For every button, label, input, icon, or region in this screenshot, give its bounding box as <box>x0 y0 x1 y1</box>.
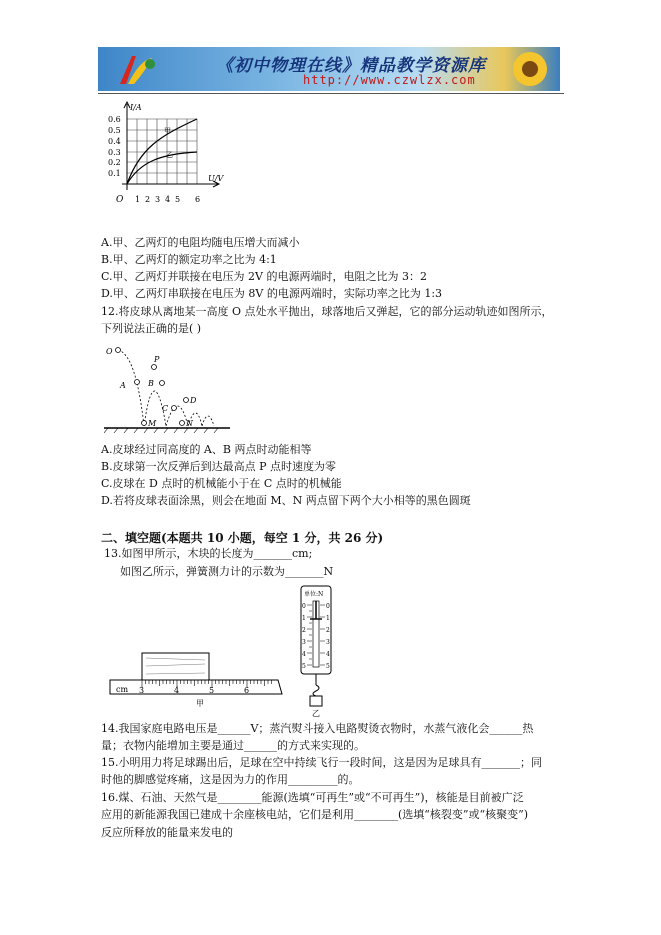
iu-graph-ytick: 0.4 <box>108 137 121 146</box>
spring-scale-figure <box>296 585 340 717</box>
point-label-c: C <box>162 404 169 413</box>
q16-line-1: 16.煤、石油、天然气是________能源(选填“可再生”或“不可再生”)，核能是目前被广泛 <box>101 791 524 804</box>
curve-label-a: 甲 <box>164 127 171 135</box>
q11-option-b: B.甲、乙两灯的额定功率之比为 4:1 <box>101 253 277 266</box>
iu-graph-xtick: 1 <box>135 195 141 204</box>
banner-title: 《初中物理在线》精品教学资源库 <box>216 56 486 76</box>
scale-unit-label: 单位:N <box>304 591 324 598</box>
ruler-number: 4 <box>174 686 180 695</box>
q15-line-1: 15.小明用力将足球踢出后，足球在空中持续飞行一段时间，这是因为足球具有_______；同 <box>101 756 542 769</box>
iu-graph-xtick: 5 <box>175 195 181 204</box>
q12-option-c: C.皮球在 D 点时的机械能小于在 C 点时的机械能 <box>101 477 342 490</box>
q12-option-a: A.皮球经过同高度的 A、B 两点时动能相等 <box>101 443 312 456</box>
point-label-m: M <box>148 419 157 428</box>
iu-graph-ytick: 0.6 <box>108 115 121 124</box>
point-label-p: P <box>154 355 160 364</box>
scale-number: 2 <box>326 627 330 634</box>
scale-number: 1 <box>302 615 306 622</box>
iu-graph-ytick: 0.1 <box>108 169 121 178</box>
iu-graph-xtick: 2 <box>145 195 151 204</box>
q14-line-1: 14.我国家庭电路电压是______V；蒸汽熨斗接入电路熨烫衣物时，水蒸气液化会______热 <box>101 722 534 735</box>
ruler-number: 5 <box>209 686 215 695</box>
q13-line-2: 如图乙所示，弹簧测力计的示数为_______N <box>120 565 334 578</box>
scale-number: 0 <box>302 603 306 610</box>
q11-option-c: C.甲、乙两灯并联接在电压为 2V 的电源两端时，电阻之比为 3：2 <box>101 270 427 283</box>
ruler-figure <box>108 648 288 710</box>
iu-graph-ylabel: I/A <box>130 103 142 112</box>
q16-line-3: 反应所释放的能量来发电的 <box>101 826 233 839</box>
q12-option-b: B.皮球第一次反弹后到达最高点 P 点时速度为零 <box>101 460 336 473</box>
iu-graph-xtick: 3 <box>155 195 161 204</box>
iu-graph-ytick: 0.3 <box>108 148 121 157</box>
sunflower-icon <box>500 47 560 91</box>
point-label-o: O <box>106 347 113 356</box>
scale-number: 5 <box>326 663 330 670</box>
q12-option-d: D.若将皮球表面涂黑，则会在地面 M、N 两点留下两个大小相等的黑色圆斑 <box>101 494 471 507</box>
q14-line-2: 量；衣物内能增加主要是通过______的方式来实现的。 <box>101 739 365 752</box>
scale-number: 0 <box>326 603 330 610</box>
point-label-d: D <box>190 396 197 405</box>
q11-option-a: A.甲、乙两灯的电阻均随电压增大而减小 <box>101 236 300 249</box>
scale-number: 3 <box>326 639 330 646</box>
q16-line-2: 应用的新能源我国已建成十余座核电站，它们是利用________(选填“核裂变”或“核聚变”) <box>101 808 529 821</box>
ruler-caption: 甲 <box>196 699 204 708</box>
scale-number: 4 <box>302 651 306 658</box>
scale-number: 2 <box>302 627 306 634</box>
ruler-number: 6 <box>244 686 250 695</box>
point-label-n: N <box>186 419 193 428</box>
ruler-number: 3 <box>139 686 145 695</box>
ball-trajectory-figure <box>104 342 230 434</box>
iu-graph-xtick: 6 <box>195 195 201 204</box>
iu-graph-ytick: 0.2 <box>108 158 121 167</box>
iu-graph-origin: O <box>116 195 124 205</box>
curve-label-b: 乙 <box>166 151 173 159</box>
scale-number: 3 <box>302 639 306 646</box>
q12-stem: 12.将皮球从离地某一高度 O 点处水平抛出，球落地后又弹起，它的部分运动轨迹如图所示， <box>101 305 553 318</box>
header-banner <box>98 47 560 91</box>
scale-number: 5 <box>302 663 306 670</box>
scale-caption: 乙 <box>312 709 320 717</box>
scale-number: 4 <box>326 651 330 658</box>
q13-line-1: 13.如图甲所示，木块的长度为_______cm; <box>104 547 313 560</box>
q12-stem-cont: 下列说法正确的是( ) <box>101 322 202 335</box>
header-rule <box>98 93 564 94</box>
point-label-a: A <box>120 381 126 390</box>
iu-graph <box>100 98 230 210</box>
ruler-unit: cm <box>116 685 129 694</box>
site-logo-icon <box>106 50 166 88</box>
point-label-b: B <box>148 379 154 388</box>
q15-line-2: 时他的脚感觉疼痛，这是因为力的作用_________的。 <box>101 773 360 786</box>
scale-number: 1 <box>326 615 330 622</box>
iu-graph-xtick: 4 <box>165 195 171 204</box>
iu-graph-ytick: 0.5 <box>108 126 121 135</box>
section-2-heading: 二、填空题(本题共 10 小题，每空 1 分，共 26 分) <box>101 531 384 545</box>
banner-url[interactable]: http://www.czwlzx.com <box>303 73 476 87</box>
iu-graph-xlabel: U/V <box>208 174 224 183</box>
q11-option-d: D.甲、乙两灯串联接在电压为 8V 的电源两端时，实际功率之比为 1:3 <box>101 287 443 300</box>
